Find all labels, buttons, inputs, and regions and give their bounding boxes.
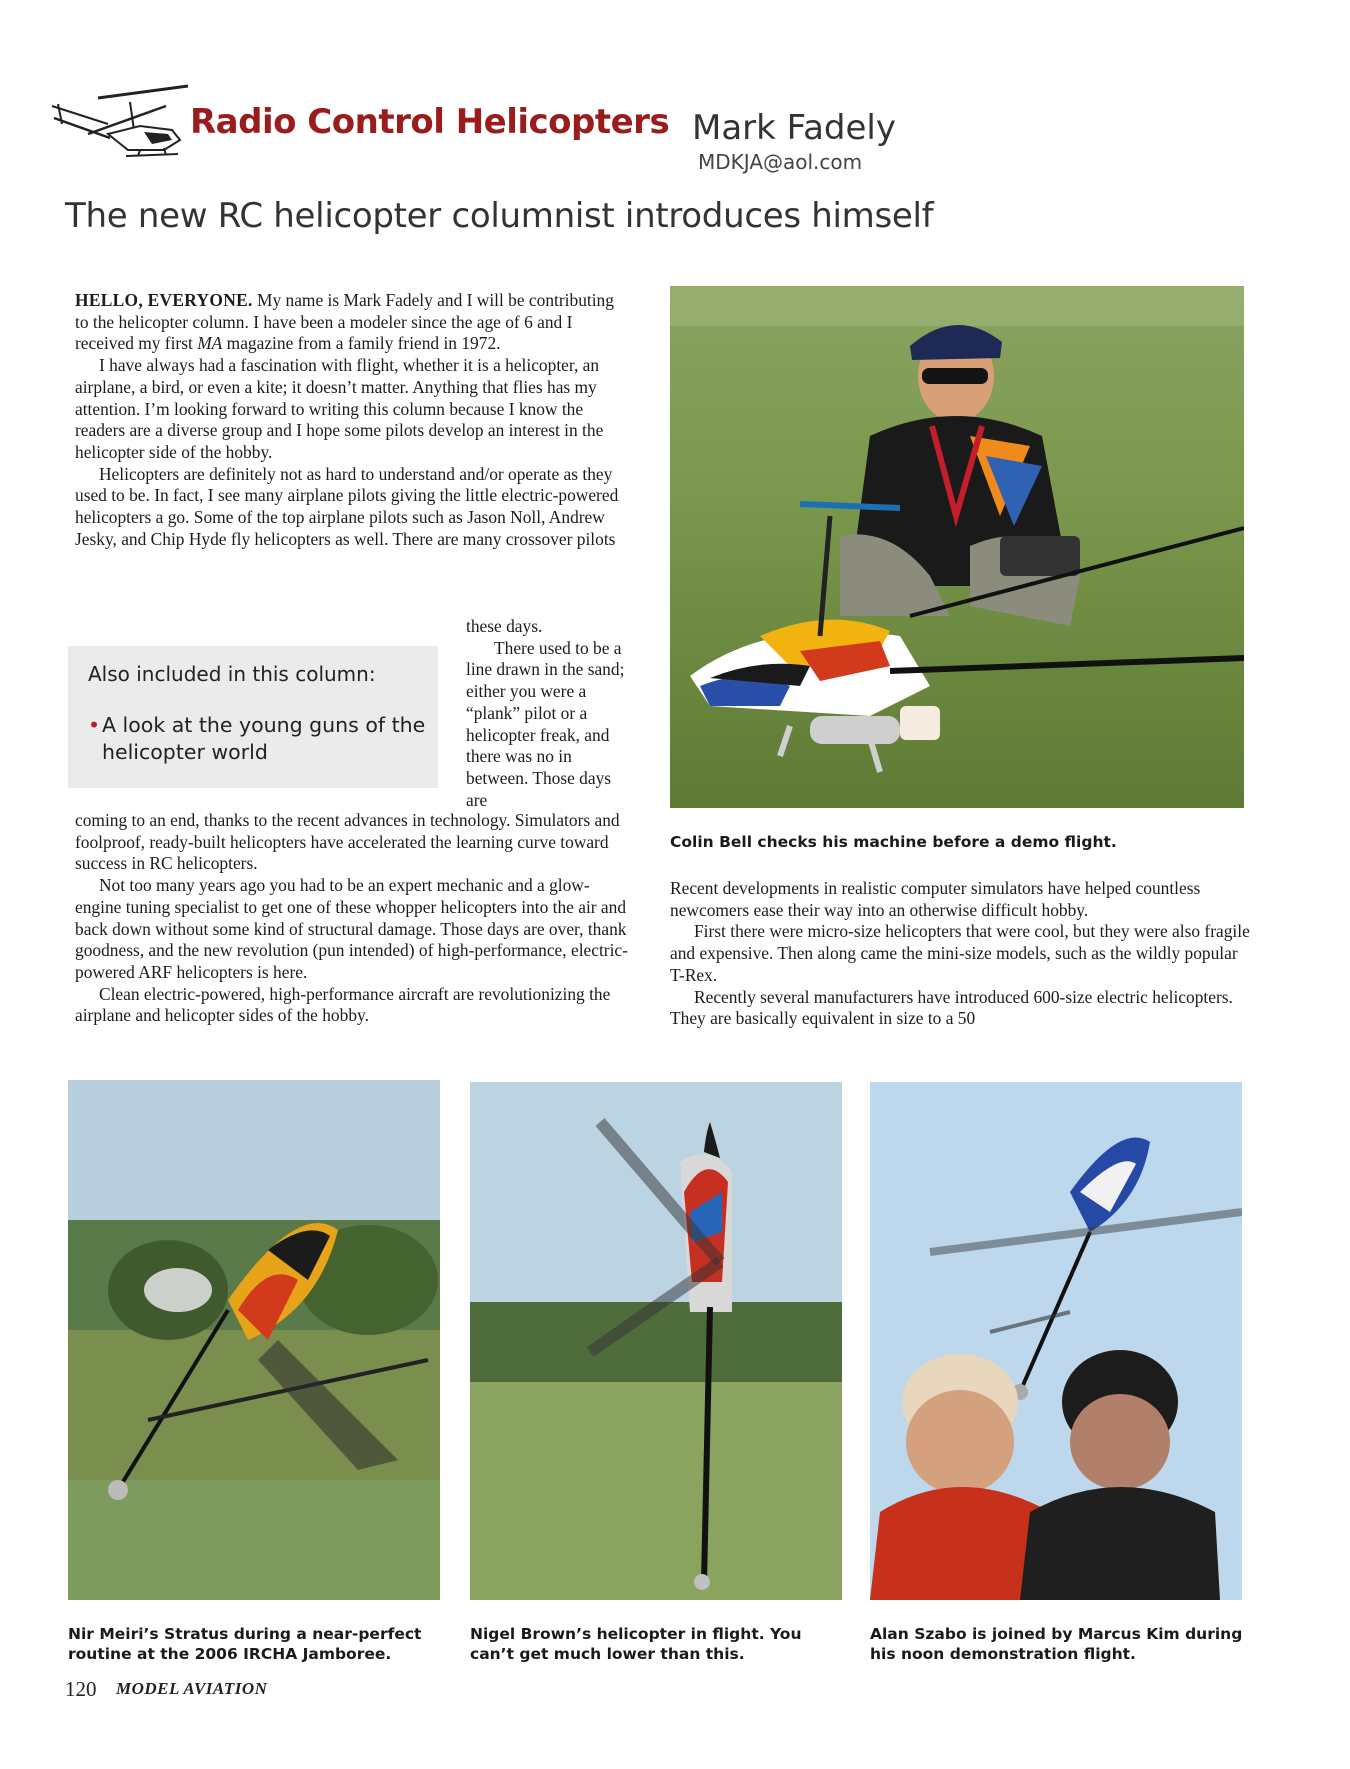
also-included-box: [68, 646, 438, 788]
paragraph-4-rest: coming to an end, thanks to the recent advances in technology. Simulators and foolproof, ready-built helicopters have accelerated the learning curve toward success in RC helicopters.: [75, 810, 620, 874]
paragraph-3-end: these days.: [466, 616, 543, 636]
paragraph-1: [75, 290, 625, 355]
sidebar-title: Also included in this column:: [88, 662, 376, 686]
paragraph-1-text: My name is Mark Fadely and I will be contributing to the helicopter column. I have been a modeler since the age of 6 and I received my first: [75, 290, 614, 354]
caption-top: Colin Bell checks his machine before a demo flight.: [670, 833, 1117, 851]
column-title: Radio Control Helicopters: [190, 102, 670, 142]
paragraph-2: I have always had a fascination with flight, whether it is a helicopter, an airplane, a bird, or even a kite; it doesn’t matter. Anything that flies has my attention. I’m looking forward to writing this column because I know the readers are a diverse group and I hope some pilots develop an interest in the helicopter side of the hobby.: [75, 355, 604, 462]
photo-nir-meiri: [68, 1080, 440, 1600]
author-name: Mark Fadely: [692, 108, 896, 148]
photo-nigel-brown-image: [470, 1082, 842, 1600]
paragraph-1-end: magazine from a family friend in 1972.: [226, 333, 501, 354]
magazine-abbrev: MA: [197, 333, 223, 354]
sidebar-item-text: A look at the young guns of the helicopter world: [102, 713, 426, 764]
sidebar-bullet-item: [88, 712, 428, 766]
right-paragraph-2: First there were micro-size helicopters that were cool, but they were also fragile and expensive. Then along came the mini-size models, such as the wildly popular T-Rex.: [670, 921, 1250, 985]
photo-nir-meiri-image: [68, 1080, 440, 1600]
article-column-left-bottom: [75, 810, 635, 1027]
photo-nigel-brown: [470, 1082, 842, 1600]
photo-colin-bell-image: [670, 286, 1244, 808]
article-column-left-top: [75, 290, 625, 550]
article-column-left-wrap: [466, 616, 634, 811]
lead-in: HELLO, EVERYONE.: [75, 290, 253, 310]
paragraph-3: Helicopters are definitely not as hard to understand and/or operate as they used to be. In fact, I see many airplane pilots giving the little electric-powered helicopters a go. Some of the top airplane pilots such as Jason Noll, Andrew Jesky, and Chip Hyde fly helicopters as well. There are many crossover pilots: [75, 463, 619, 549]
right-paragraph-1: Recent developments in realistic computer simulators have helped countless newcomers ease their way into an otherwise difficult hobby.: [670, 878, 1201, 920]
caption-right: Alan Szabo is joined by Marcus Kim during his noon demonstration flight.: [870, 1625, 1243, 1663]
paragraph-5: Not too many years ago you had to be an expert mechanic and a glow-engine tuning specialist to get one of these whopper helicopters into the air and back down without some kind of structural damage. Those days are over, thank goodness, and the new revolution (pun intended) of high-performance, electric-powered ARF helicopters is here.: [75, 875, 628, 982]
caption-middle: Nigel Brown’s helicopter in flight. You can’t get much lower than this.: [470, 1625, 802, 1663]
author-email: MDKJA@aol.com: [698, 150, 863, 174]
paragraph-6: Clean electric-powered, high-performance aircraft are revolutionizing the airplane and helicopter sides of the hobby.: [75, 983, 611, 1026]
article-headline: The new RC helicopter columnist introduces himself: [65, 196, 934, 236]
photo-alan-szabo-image: [870, 1082, 1242, 1600]
magazine-name: MODEL AVIATION: [116, 1679, 268, 1698]
helicopter-logo-icon: [48, 82, 198, 172]
bullet-icon: •: [88, 713, 101, 737]
right-paragraph-3: Recently several manufacturers have introduced 600-size electric helicopters. They are basically equivalent in size to a 50: [670, 986, 1233, 1029]
article-column-right: [670, 878, 1250, 1030]
caption-left: Nir Meiri’s Stratus during a near-perfect routine at the 2006 IRCHA Jamboree.: [68, 1625, 422, 1663]
photo-alan-szabo: [870, 1082, 1242, 1600]
paragraph-4-wrap: There used to be a line drawn in the sand; either you were a “plank” pilot or a helicopter freak, and there was no in between. Those days are: [466, 637, 625, 810]
page-number: 120: [65, 1677, 97, 1701]
photo-colin-bell: [670, 286, 1244, 808]
